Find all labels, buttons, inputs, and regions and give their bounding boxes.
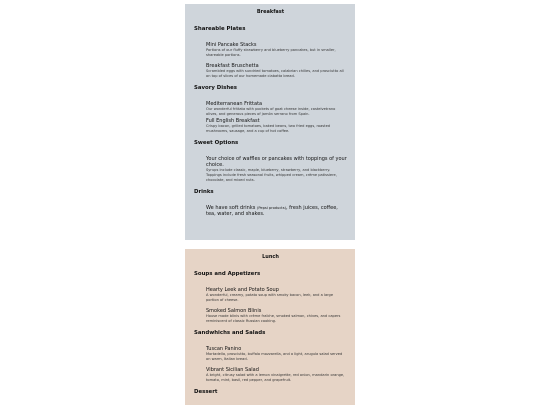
- section-heading-sweet-options: Sweet Options: [194, 140, 239, 146]
- section-heading-savory-dishes: Savory Dishes: [194, 85, 238, 91]
- menu-item: [206, 346, 347, 362]
- menu-item: [206, 287, 347, 303]
- item-name: [206, 205, 347, 217]
- item-description: A wonderful, creamy, potato soup with smoky bacon, leek, and a large portion of cheese.: [206, 293, 334, 302]
- menu-item: [206, 118, 347, 134]
- item-name: Smoked Salmon Blinis: [206, 308, 262, 314]
- drinks-note: (Pepsi products): [256, 206, 286, 210]
- item-name: Hearty Leek and Potato Soup: [206, 287, 279, 293]
- menu-item: [206, 156, 347, 183]
- menu-item: [206, 205, 347, 217]
- breakfast-menu-card: [185, 4, 355, 240]
- menu-item: [206, 367, 347, 383]
- item-description: Scrambled eggs with sundried tomatoes, calabrian chilies, and prosciutto all on top of slices of our homemade ciabatta bread.: [206, 69, 344, 78]
- section-heading-soups-and-appetizers: Soups and Appetizers: [194, 271, 261, 277]
- menu-item: [206, 101, 347, 117]
- item-description: Portions of our fluffy strawberry and blueberry pancakes, but in smaller, shareable portions.: [206, 48, 336, 57]
- item-description: House made blinis with crème fraîche, smoked salmon, chives, and capers reminiscent of classic Russian cooking.: [206, 314, 341, 323]
- item-name: Tuscan Panino: [206, 346, 242, 352]
- item-name: Full English Breakfast: [206, 118, 260, 124]
- menu-item: [206, 42, 347, 58]
- drinks-text-pre: We have soft drinks: [206, 205, 257, 211]
- section-heading-dessert: Dessert: [194, 389, 218, 395]
- item-name: Mediterranean Frittata: [206, 101, 263, 107]
- section-heading-drinks: Drinks: [194, 189, 214, 195]
- lunch-title: Lunch: [262, 254, 279, 260]
- section-heading-shareable-plates: Shareable Plates: [194, 26, 246, 32]
- item-name: Your choice of waffles or pancakes with toppings of your choice.: [206, 156, 347, 168]
- item-name: Mini Pancake Stacks: [206, 42, 257, 48]
- item-description: A bright, citrusy salad with a lemon vinaigrette, red onion, mandarin orange, tomato, mint, basil, red pepper, and grapefruit.: [206, 373, 345, 382]
- lunch-menu-card: [185, 249, 355, 405]
- menu-item: [206, 63, 347, 79]
- drinks-text-post: , fresh juices, coffee, tea, water, and shakes.: [206, 205, 338, 217]
- menu-item: [206, 308, 347, 324]
- breakfast-title: Breakfast: [256, 9, 285, 15]
- item-name: Vibrant Sicilian Salad: [206, 367, 259, 373]
- item-description: Our wonderful frittata with pockets of goat cheese inside, castelvetrano olives, and generous pieces of jamón serrano from Spain.: [206, 107, 336, 116]
- item-name: Breakfast Bruschetta: [206, 63, 259, 69]
- item-description: Syrups include classic, maple, blueberry, strawberry, and blackberry. Toppings include fresh seasonal fruits, whipped cream, crème patissiere, chocolate, and mixed nuts.: [206, 168, 337, 182]
- item-description: Mortadella, prosciutto, buffalo mozzarella, and a light, arugula salad served on warm, Italian bread.: [206, 352, 343, 361]
- item-description: Crispy bacon, grilled tomatoes, baked beans, two fried eggs, roasted mushrooms, sausage, and a cup of hot coffee.: [206, 124, 331, 133]
- section-heading-sandwiches-and-salads: Sandwhichs and Salads: [194, 330, 266, 336]
